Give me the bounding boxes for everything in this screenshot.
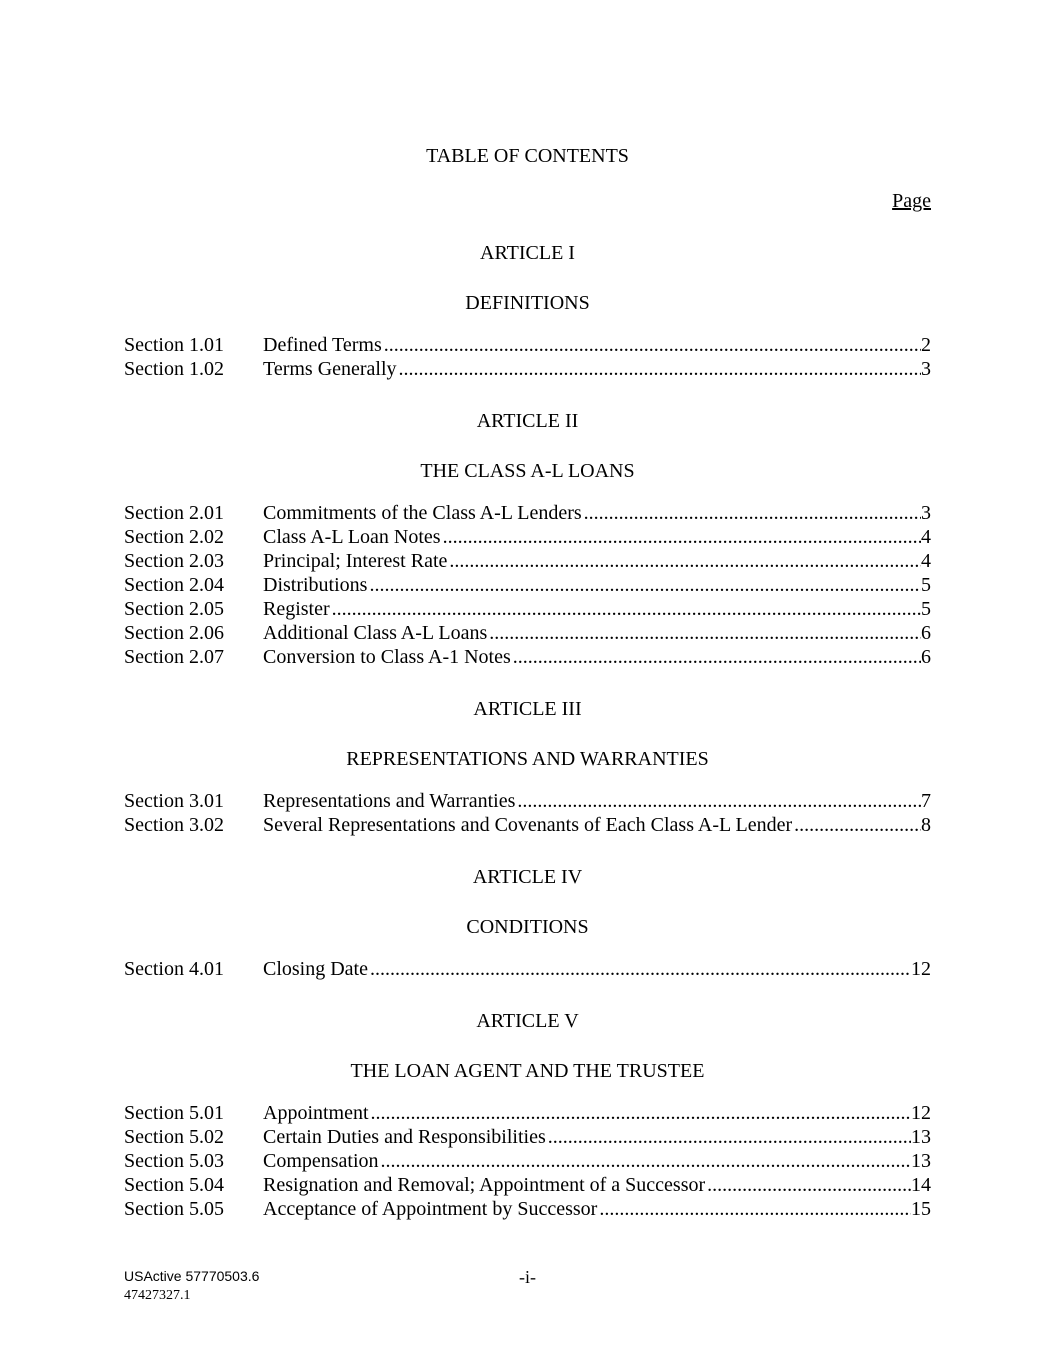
toc-entry-title: Distributions: [263, 574, 368, 596]
toc-entry-page-number: 3: [921, 502, 931, 524]
toc-dot-leader: [548, 1125, 911, 1149]
article-subtitle: THE CLASS A-L LOANS: [420, 460, 635, 482]
article-heading: ARTICLE V: [476, 1010, 579, 1032]
toc-entry-title: Resignation and Removal; Appointment of a Successor: [263, 1174, 706, 1196]
article-subtitle: REPRESENTATIONS AND WARRANTIES: [346, 748, 709, 770]
toc-entry: [124, 645, 931, 669]
toc-entry: [124, 525, 931, 549]
toc-entry-section-number: Section 5.04: [124, 1174, 224, 1196]
toc-dot-leader: [332, 597, 921, 621]
toc-entry-title: Class A-L Loan Notes: [263, 526, 441, 548]
toc-entry-page-number: 4: [921, 526, 931, 548]
toc-entry-title: Closing Date: [263, 958, 368, 980]
toc-dot-leader: [584, 501, 921, 525]
toc-entry-section-number: Section 2.03: [124, 550, 224, 572]
toc-entry-list: [124, 501, 931, 669]
toc-entry-page-number: 4: [921, 550, 931, 572]
toc-entry-title: Appointment: [263, 1102, 369, 1124]
toc-entry-section-number: Section 1.01: [124, 334, 224, 356]
toc-entry-title: Principal; Interest Rate: [263, 550, 448, 572]
toc-entry: [124, 1149, 931, 1173]
toc-entry: [124, 1125, 931, 1149]
article-subtitle: CONDITIONS: [466, 916, 589, 938]
toc-entry-title: Defined Terms: [263, 334, 382, 356]
toc-entry-section-number: Section 2.04: [124, 574, 224, 596]
toc-entry-list: [124, 1101, 931, 1221]
article-heading: ARTICLE I: [480, 242, 575, 264]
toc-dot-leader: [369, 573, 921, 597]
toc-entry: [124, 597, 931, 621]
toc-entry-title: Representations and Warranties: [263, 790, 516, 812]
toc-entry: [124, 1173, 931, 1197]
toc-entry: [124, 573, 931, 597]
toc-entry-list: [124, 333, 931, 381]
footer-doc-id-line2: 47427327.1: [124, 1288, 191, 1303]
toc-entry-page-number: 3: [921, 358, 931, 380]
toc-entry-title: Certain Duties and Responsibilities: [263, 1126, 546, 1148]
toc-entry: [124, 813, 931, 837]
toc-entry: [124, 549, 931, 573]
toc-entry-page-number: 15: [911, 1198, 931, 1220]
toc-dot-leader: [370, 957, 911, 981]
toc-entry-page-number: 5: [921, 598, 931, 620]
toc-dot-leader: [707, 1173, 911, 1197]
toc-entry-section-number: Section 1.02: [124, 358, 224, 380]
page-title: TABLE OF CONTENTS: [426, 145, 629, 167]
toc-entry-page-number: 7: [921, 790, 931, 812]
toc-entry-list: [124, 789, 931, 837]
toc-entry-section-number: Section 2.01: [124, 502, 224, 524]
article-subtitle: THE LOAN AGENT AND THE TRUSTEE: [350, 1060, 705, 1082]
toc-entry-title: Compensation: [263, 1150, 379, 1172]
toc-entry: [124, 333, 931, 357]
toc-entry-section-number: Section 2.06: [124, 622, 224, 644]
toc-entry-section-number: Section 5.03: [124, 1150, 224, 1172]
footer-doc-id-line1: USActive 57770503.6: [124, 1268, 260, 1284]
toc-dot-leader: [384, 333, 921, 357]
toc-dot-leader: [399, 357, 921, 381]
toc-entry-title: Conversion to Class A-1 Notes: [263, 646, 511, 668]
toc-entry-title: Additional Class A-L Loans: [263, 622, 488, 644]
toc-entry-section-number: Section 5.01: [124, 1102, 224, 1124]
toc-dot-leader: [489, 621, 921, 645]
article-subtitle: DEFINITIONS: [465, 292, 590, 314]
toc-entry-page-number: 2: [921, 334, 931, 356]
toc-entry-page-number: 14: [911, 1174, 931, 1196]
toc-entry-page-number: 12: [911, 1102, 931, 1124]
toc-dot-leader: [599, 1197, 911, 1221]
toc-entry-page-number: 6: [921, 622, 931, 644]
toc-entry-section-number: Section 5.05: [124, 1198, 224, 1220]
toc-entry: [124, 621, 931, 645]
toc-entry-section-number: Section 3.01: [124, 790, 224, 812]
toc-entry-page-number: 13: [911, 1150, 931, 1172]
toc-dot-leader: [513, 645, 921, 669]
toc-entry-title: Commitments of the Class A-L Lenders: [263, 502, 582, 524]
footer-page-number: -i-: [519, 1267, 536, 1287]
toc-entry-list: [124, 957, 931, 981]
toc-entry-page-number: 6: [921, 646, 931, 668]
toc-entry-page-number: 13: [911, 1126, 931, 1148]
toc-entry-title: Register: [263, 598, 330, 620]
toc-entry-section-number: Section 2.07: [124, 646, 224, 668]
toc-entry: [124, 789, 931, 813]
toc-dot-leader: [517, 789, 921, 813]
table-of-contents: [124, 144, 931, 1221]
toc-dot-leader: [794, 813, 921, 837]
toc-entry-section-number: Section 2.02: [124, 526, 224, 548]
toc-entry-section-number: Section 3.02: [124, 814, 224, 836]
toc-entry-section-number: Section 5.02: [124, 1126, 224, 1148]
toc-entry: [124, 1101, 931, 1125]
toc-entry-title: Several Representations and Covenants of Each Class A-L Lender: [263, 814, 793, 836]
toc-entry-page-number: 8: [921, 814, 931, 836]
toc-entry-title: Terms Generally: [263, 358, 397, 380]
toc-entry: [124, 357, 931, 381]
toc-entry-title: Acceptance of Appointment by Successor: [263, 1198, 598, 1220]
toc-dot-leader: [381, 1149, 911, 1173]
toc-dot-leader: [371, 1101, 911, 1125]
article-heading: ARTICLE II: [476, 410, 579, 432]
toc-dot-leader: [443, 525, 921, 549]
toc-entry: [124, 957, 931, 981]
toc-entry-section-number: Section 2.05: [124, 598, 224, 620]
toc-dot-leader: [449, 549, 921, 573]
toc-entry: [124, 1197, 931, 1221]
toc-entry-section-number: Section 4.01: [124, 958, 224, 980]
page-column-header: [124, 189, 931, 213]
article-heading: ARTICLE III: [473, 698, 582, 720]
page-column-header-label: Page: [892, 190, 931, 212]
article-heading: ARTICLE IV: [472, 866, 583, 888]
toc-entry-page-number: 5: [921, 574, 931, 596]
toc-entry-page-number: 12: [911, 958, 931, 980]
toc-entry: [124, 501, 931, 525]
